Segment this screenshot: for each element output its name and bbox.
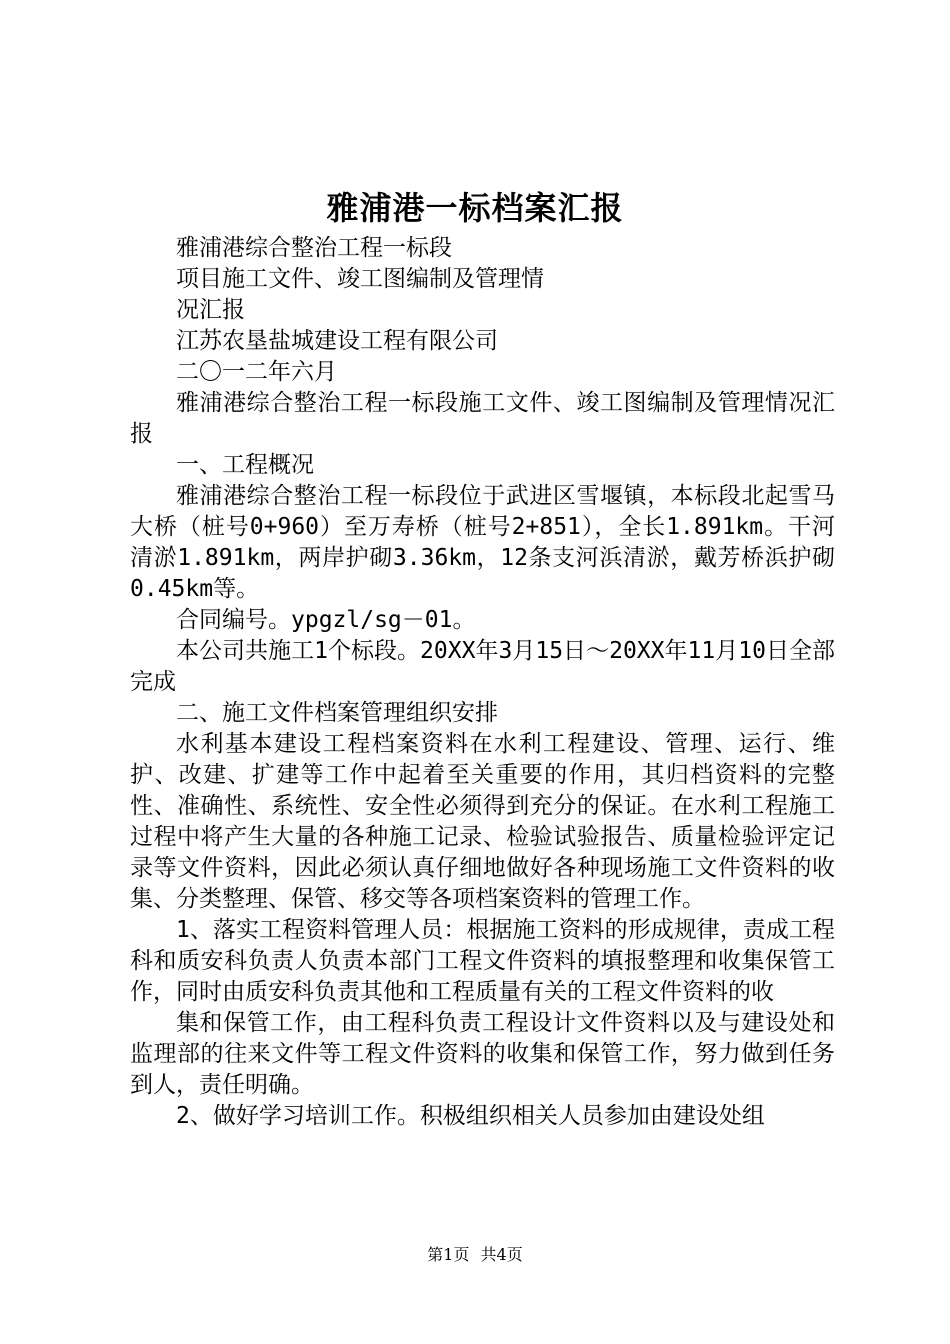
paragraph-subtitle-line2: 况汇报 (176, 297, 245, 323)
paragraph-project-name: 雅浦港综合整治工程一标段 (176, 235, 452, 261)
paragraph-report-title: 雅浦港综合整治工程一标段施工文件、竣工图编制及管理情况汇报 (130, 390, 835, 447)
paragraph-subtitle-line1: 项目施工文件、竣工图编制及管理情 (176, 266, 544, 292)
paragraph-item-2: 2、做好学习培训工作。积极组织相关人员参加由建设处组 (176, 1103, 765, 1129)
paragraph-item-1: 1、落实工程资料管理人员：根据施工资料的形成规律，责成工程科和质安科负责人负责本部门工程文件资料的填报整理和收集保管工作，同时由质安科负责其他和工程质量有关的工程文件资料的收 (130, 917, 835, 1005)
page-total: 共4页 (480, 1245, 523, 1264)
paragraph-overview: 雅浦港综合整治工程一标段位于武进区雪堰镇，本标段北起雪马大桥（桩号0+960）至万寿桥（桩号2+851），全长1.891km。干河清淤1.891km，两岸护砌3.36km，12条支河浜清淤，戴芳桥浜护砌0.45km等。 (130, 483, 835, 602)
paragraph-date: 二〇一二年六月 (176, 359, 337, 385)
section-heading-overview: 一、工程概况 (176, 452, 314, 478)
document-title: 雅浦港一标档案汇报 (326, 189, 624, 227)
paragraph-importance: 水利基本建设工程档案资料在水利工程建设、管理、运行、维护、改建、扩建等工作中起着至关重要的作用，其归档资料的完整性、准确性、系统性、安全性必须得到充分的保证。在水利工程施工过程中将产生大量的各种施工记录、检验试验报告、质量检验评定记录等文件资料，因此必须认真仔细地做好各种现场施工文件资料的收集、分类整理、保管、移交等各项档案资料的管理工作。 (130, 731, 835, 912)
paragraph-item-1-continued: 集和保管工作，由工程科负责工程设计文件资料以及与建设处和监理部的往来文件等工程文件资料的收集和保管工作，努力做到任务到人，责任明确。 (130, 1010, 835, 1098)
paragraph-company: 江苏农垦盐城建设工程有限公司 (176, 328, 498, 354)
document-body (130, 233, 835, 1132)
page-number: 第1页 (427, 1245, 470, 1264)
paragraph-contract-number: 合同编号。ypgzl/sg－01。 (176, 607, 476, 633)
page-footer (0, 1244, 950, 1266)
section-heading-organization: 二、施工文件档案管理组织安排 (176, 700, 498, 726)
paragraph-schedule: 本公司共施工1个标段。20XX年3月15日～20XX年11月10日全部完成 (130, 638, 835, 695)
